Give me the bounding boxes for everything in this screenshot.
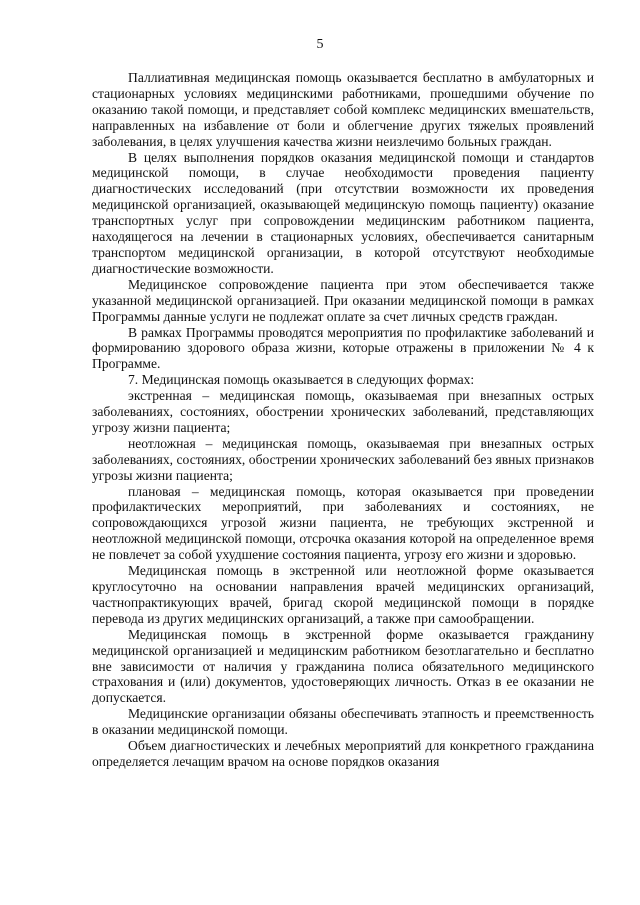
paragraph-urgent-form: неотложная – медицинская помощь, оказываемая при внезапных острых заболеваниях, состояниях, обострении хронических заболеваний без явных признаков угрозы жизни пациента;: [92, 435, 594, 483]
paragraph-forms-heading: 7. Медицинская помощь оказывается в следующих формах:: [128, 372, 475, 388]
paragraph-emergency-form: экстренная – медицинская помощь, оказываемая при внезапных острых заболеваниях, состояниях, обострении хронических заболеваний, представляющих угрозу жизни пациента;: [92, 388, 594, 435]
paragraph-planned-form: плановая – медицинская помощь, которая оказывается при проведении профилактических мероприятий, при заболеваниях и состояниях, не сопровождающихся угрозой жизни пациента, не требующих экстренной и неотложной медицинской помощи, отсрочка оказания которой на определенное время не повлечет за собой ухудшение состояния пациента, угрозу его жизни и здоровью.: [92, 483, 594, 563]
paragraph-emergency-free: Медицинская помощь в экстренной форме оказывается гражданину медицинской организацией и медицинским работником безотлагательно и бесплатно вне зависимости от наличия у гражданина полиса обязательного медицинского страхования и (или) документов, удостоверяющих личность. Отказ в ее оказании не допускается.: [92, 626, 594, 706]
paragraph-palliative-care: Паллиативная медицинская помощь оказывается бесплатно в амбулаторных и стационарных условиях медицинскими работниками, прошедшими обучение по оказанию такой помощи, и представляет собой комплекс медицинских вмешательств, направленных на избавление от боли и облегчение других тяжелых проявлений заболевания, в целях улучшения качества жизни неизлечимо больных граждан.: [92, 70, 594, 149]
paragraph-prevention: В рамках Программы проводятся мероприятия по профилактике заболеваний и формированию здорового образа жизни, которые отражены в приложении № 4 к Программе.: [92, 324, 594, 372]
paragraph-scope-of-measures: Объем диагностических и лечебных мероприятий для конкретного гражданина определяется лечащим врачом на основе порядков оказания: [92, 738, 594, 769]
paragraph-medical-escort: Медицинское сопровождение пациента при этом обеспечивается также указанной медицинской организацией. При оказании медицинской помощи в рамках Программы данные услуги не подлежат оплате за счет личных средств граждан.: [92, 276, 594, 324]
page-number: 5: [316, 37, 324, 52]
document-body: [92, 70, 594, 770]
paragraph-transport-services: В целях выполнения порядков оказания медицинской помощи и стандартов медицинской помощи, в случае необходимости проведения пациенту диагностических исследований (при отсутствии возможности их проведения медицинской организацией, оказывающей медицинскую помощь пациенту) оказание транспортных услуг при сопровождении медицинским работником пациента, находящегося на лечении в стационарных условиях, обеспечивается санитарным транспортом медицинской организации, в которой отсутствуют необходимые диагностические возможности.: [92, 149, 594, 276]
paragraph-round-the-clock: Медицинская помощь в экстренной или неотложной форме оказывается круглосуточно на основании направления врачей медицинских организаций, частнопрактикующих врачей, бригад скорой медицинской помощи в порядке перевода из других медицинских организаций, а также при самообращении.: [92, 563, 594, 626]
paragraph-continuity: Медицинские организации обязаны обеспечивать этапность и преемственность в оказании медицинской помощи.: [92, 706, 594, 738]
